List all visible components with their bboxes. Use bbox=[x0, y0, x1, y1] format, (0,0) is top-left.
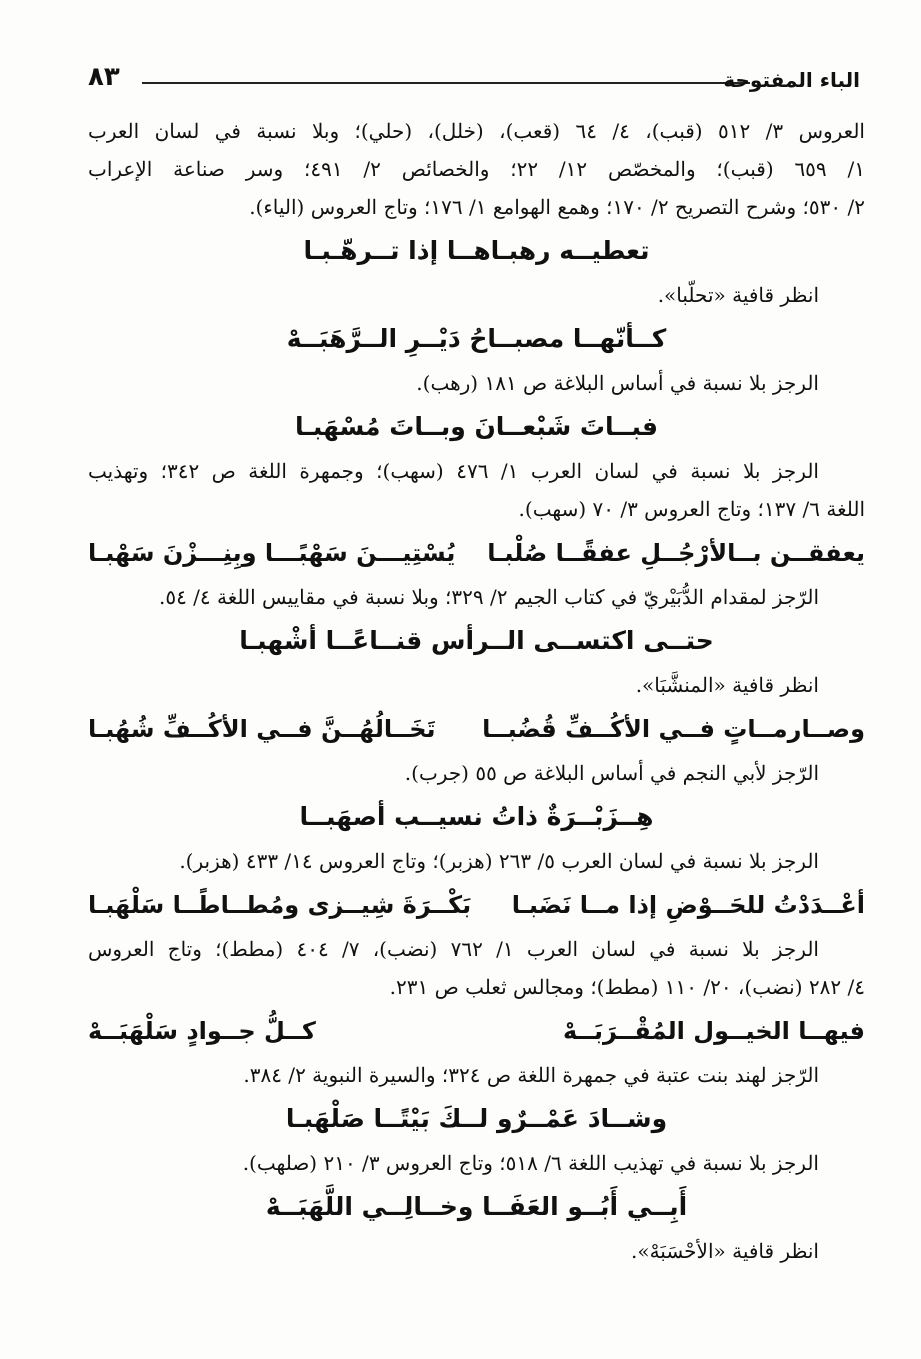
citation-text: الرجز بلا نسبة في أساس البلاغة ص ١٨١ (رهب). bbox=[416, 371, 819, 395]
chapter-title: الباء المفتوحة bbox=[723, 68, 860, 92]
verse-second-hemistich: كــلُّ جــوادٍ سَلْهَبَــهْ bbox=[88, 1017, 316, 1045]
verse-first-hemistich: وصــارمــاتٍ فــي الأكُــفِّ قُضُبــا bbox=[482, 715, 865, 743]
citation-text: انظر قافية «الأحْسَبَهْ». bbox=[630, 1239, 819, 1263]
citation-text: العروس ٣/ ٥١٢ (قبب)، ٤/ ٦٤ (قعب)، (خلل)، (حلي)؛ وبلا نسبة في لسان العرب bbox=[88, 119, 865, 143]
citation-text: الرجز بلا نسبة في لسان العرب ٥/ ٢٦٣ (هزبر)؛ وتاج العروس ١٤/ ٤٣٣ (هزبر). bbox=[179, 849, 819, 873]
citation-text: الرجز بلا نسبة في تهذيب اللغة ٦/ ٥١٨؛ وتاج العروس ٣/ ٢١٠ (صلهب). bbox=[242, 1151, 819, 1175]
verse-first-hemistich: أعْــدَدْتُ للحَــوْضِ إذا مــا نَضَبـا bbox=[511, 891, 865, 919]
citation-text: انظر قافية «المنشَّبَا». bbox=[635, 673, 819, 697]
verse-line: أَبِــي أَبُــو العَفَــا وخــالِــي اللَّهَبَــهْ bbox=[265, 1192, 688, 1221]
citation-text: ٢/ ٥٣٠؛ وشرح التصريح ٢/ ١٧٠؛ وهمع الهوامع ١/ ١٧٦؛ وتاج العروس (الياء). bbox=[249, 195, 865, 219]
citation-text: ٤/ ٢٨٢ (نضب)، ٢٠/ ١١٠ (مطط)؛ ومجالس ثعلب ص ٢٣١. bbox=[389, 975, 865, 999]
verse-second-hemistich: بَكْــرَةَ شِيــزى ومُطــاطًــا سَلْهَبـا bbox=[88, 891, 472, 919]
verse-second-hemistich: تَخَــالُهُــنَّ فــي الأكُــفِّ شُهُبـا bbox=[88, 715, 436, 743]
verse-line: هِــزَبْــرَةٌ ذاتُ نسيــب أصهَبــا bbox=[299, 802, 654, 831]
citation-text: الرّجز لمقدام الدُّبَيْريّ في كتاب الجيم ٢/ ٣٢٩؛ وبلا نسبة في مقاييس اللغة ٤/ ٥٤. bbox=[158, 585, 819, 609]
verse-second-hemistich: يُسْتِيـــنَ سَهْبًـــا وبِنِـــزْنَ سَهْبـا bbox=[88, 539, 456, 567]
verse-couplet bbox=[88, 880, 865, 930]
verse-first-hemistich: فيهــا الخيــول المُقْــرَبَــهْ bbox=[562, 1017, 865, 1045]
page-header bbox=[80, 60, 860, 100]
verse-couplet bbox=[88, 528, 865, 578]
citation-text: اللغة ٦/ ١٣٧؛ وتاج العروس ٣/ ٧٠ (سهب). bbox=[518, 497, 865, 521]
page-number: ٨٣ bbox=[88, 62, 120, 92]
citation-text: انظر قافية «تحلّبا». bbox=[657, 283, 819, 307]
citation-text: الرّجز لأبي النجم في أساس البلاغة ص ٥٥ (جرب). bbox=[404, 761, 819, 785]
verse-line: كــأنّهــا مصبــاحُ دَيْــرِ الــرَّهَبَــهْ bbox=[286, 324, 667, 353]
verse-couplet bbox=[88, 1006, 865, 1056]
verse-line: فبــاتَ شَبْعــانَ وبــاتَ مُسْهَبـا bbox=[294, 412, 659, 441]
verse-first-hemistich: يعفقــن بــالأرْجُــلِ عفقًــا صُلْبـا bbox=[487, 539, 865, 567]
verse-line: وشــادَ عَمْــرٌو لــكَ بَيْتًــا صَلْهَبـا bbox=[285, 1104, 668, 1133]
header-rule bbox=[142, 82, 750, 84]
citation-text: الرجز بلا نسبة في لسان العرب ١/ ٤٧٦ (سهب)؛ وجمهرة اللغة ص ٣٤٢؛ وتهذيب bbox=[88, 459, 819, 483]
citation-text: ١/ ٦٥٩ (قبب)؛ والمخصّص ١٢/ ٢٢؛ والخصائص ٢/ ٤٩١؛ وسر صناعة الإعراب bbox=[88, 157, 865, 181]
verse-line: تعطيــه رهبـاهــا إذا تــرهّـبـا bbox=[303, 236, 650, 265]
citation-text: الرجز بلا نسبة في لسان العرب ١/ ٧٦٢ (نضب)، ٧/ ٤٠٤ (مطط)؛ وتاج العروس bbox=[88, 937, 819, 961]
verse-line: حتــى اكتســى الــرأس قنــاعًــا أشْهبـا bbox=[239, 626, 714, 655]
page-content bbox=[88, 112, 865, 1270]
verse-couplet bbox=[88, 704, 865, 754]
citation-text: الرّجز لهند بنت عتبة في جمهرة اللغة ص ٣٢٤؛ والسيرة النبوية ٢/ ٣٨٤. bbox=[243, 1063, 819, 1087]
